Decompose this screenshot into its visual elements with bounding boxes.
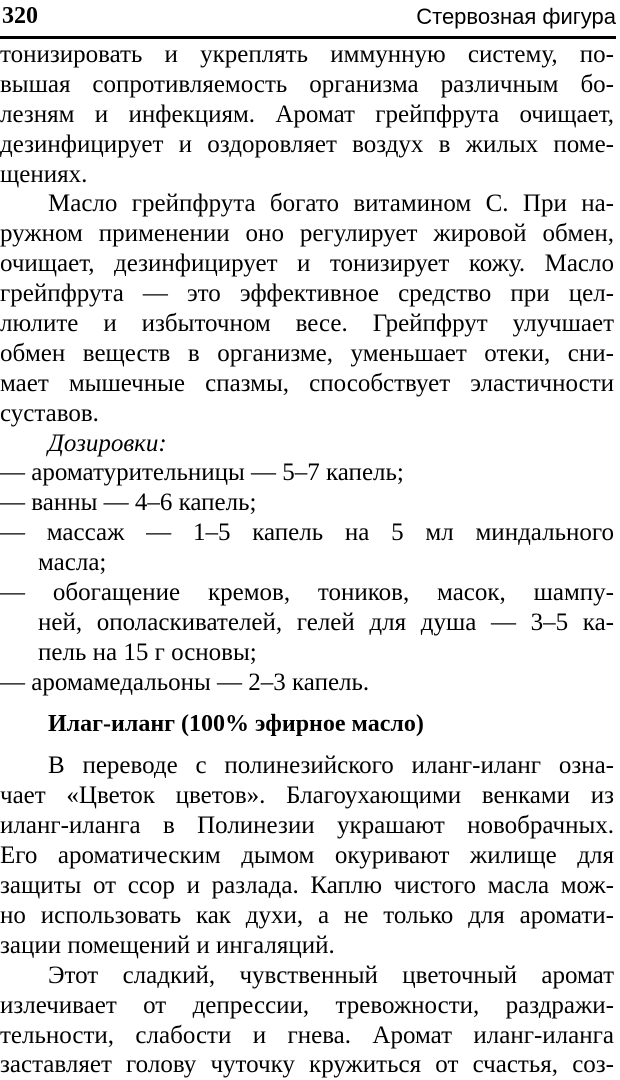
paragraph-3: [0, 751, 614, 960]
text-line: обмен веществ в организме, уменьшает отеки, сни-: [0, 339, 614, 367]
text-line: суставов.: [0, 399, 99, 427]
text-line: люлите и избыточном весе. Грейпфрут улучшает: [0, 310, 614, 338]
paragraph-1: [0, 40, 614, 189]
text-line: Масло грейпфрута богато витамином С. При на-: [48, 190, 614, 218]
dosage-list: [0, 458, 614, 697]
text-line: В переводе с полинезийского иланг-иланг озна-: [48, 752, 614, 780]
section-heading: Илаг-иланг (100% эфирное масло): [48, 710, 424, 737]
list-item: — массаж — 1–5 капель на 5 мл миндального: [0, 519, 614, 547]
text-line: защиты от ссор и разлада. Каплю чистого масла мож-: [0, 872, 614, 900]
text-line: грейпфрута — это эффективное средство при цел-: [0, 280, 614, 308]
page-header: [0, 0, 620, 42]
text-line: иланг-иланга в Полинезии украшают новобрачных.: [0, 812, 614, 840]
text-line: очищает, дезинфицирует и тонизирует кожу. Масло: [0, 250, 614, 278]
text-line: ружном применении оно регулирует жировой обмен,: [0, 220, 614, 248]
list-item-continuation: масла;: [38, 549, 107, 577]
text-line: тельности, слабости и гнева. Аромат иланг-иланга: [0, 1021, 614, 1049]
text-line: дезинфицирует и оздоровляет воздух в жилых поме-: [0, 130, 614, 158]
text-line: заставляет голову чуточку кружиться от счастья, соз-: [0, 1051, 614, 1079]
section-gap: [0, 739, 614, 751]
text-line: вышая сопротивляемость организма различным бо-: [0, 70, 614, 98]
running-title: Стервозная фигура: [416, 4, 616, 29]
text-line: тонизировать и укреплять иммунную систему, по-: [0, 41, 614, 68]
list-item-continuation: ней, ополаскивателей, гелей для душа — 3–5 ка-: [38, 608, 614, 636]
list-item: — ароматурительницы — 5–7 капель;: [0, 459, 404, 487]
text-line: Его ароматическим дымом окуривают жилище для: [0, 842, 614, 870]
header-rule: [0, 36, 616, 39]
list-item: — обогащение кремов, тоников, масок, шампу-: [0, 579, 614, 607]
text-line: щениях.: [0, 160, 88, 188]
text-line: но использовать как духи, а не только для аромати-: [0, 901, 614, 929]
text-line: зации помещений и ингаляций.: [0, 931, 335, 959]
list-item: — аромамедальоны — 2–3 капель.: [0, 668, 370, 696]
text-line: мает мышечные спазмы, способствует эластичности: [0, 369, 614, 397]
body-text: [0, 40, 614, 1080]
list-item: — ванны — 4–6 капель;: [0, 489, 257, 517]
dosage-label: Дозировки:: [48, 429, 167, 457]
paragraph-4: [0, 961, 614, 1080]
paragraph-2: [0, 189, 614, 428]
page-number: 320: [2, 3, 38, 29]
text-line: Этот сладкий, чувственный цветочный аромат: [48, 961, 614, 989]
text-line: лезням и инфекциям. Аромат грейпфрута очищает,: [0, 100, 614, 128]
text-line: излечивает от депрессии, тревожности, раздражи-: [0, 991, 614, 1019]
section-gap: [0, 698, 614, 710]
list-item-continuation: пель на 15 г основы;: [38, 638, 257, 666]
text-line: чает «Цветок цветов». Благоухающими венками из: [0, 782, 614, 810]
